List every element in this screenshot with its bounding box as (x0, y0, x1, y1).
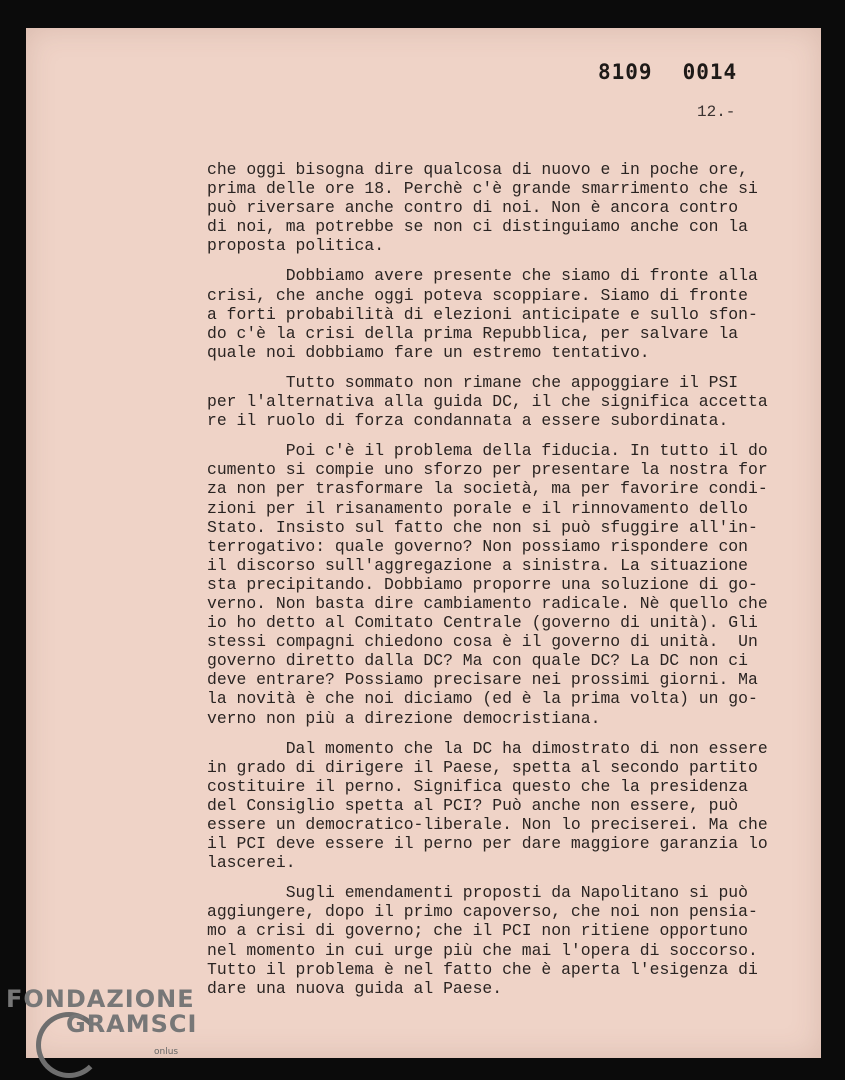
watermark (6, 985, 198, 1057)
text-line: proposta politica. (207, 236, 385, 256)
text-line: sta precipitando. Dobbiamo proporre una soluzione di go- (207, 574, 758, 594)
text-line: mo a crisi di governo; che il PCI non ritiene opportuno (207, 921, 748, 941)
text-line: verno. Non basta dire cambiamento radicale. Nè quello che (207, 593, 768, 613)
text-line: la novità è che noi diciamo (ed è la prima volta) un go- (207, 689, 758, 709)
text-line: aggiungere, dopo il primo capoverso, che noi non pensia- (207, 902, 758, 922)
text-line: stessi compagni chiedono cosa è il governo di unità. Un (207, 632, 758, 652)
text-line: in grado di dirigere il Paese, spetta al secondo partito (207, 757, 758, 777)
watermark-line-3: onlus (154, 1047, 179, 1057)
paragraph (207, 160, 787, 255)
text-line: costituire il perno. Significa questo che la presidenza (207, 776, 748, 796)
watermark-line-2: GRAMSCI (66, 1010, 198, 1038)
paragraph (207, 373, 787, 430)
text-line: lascerei. (207, 853, 296, 873)
text-line: nel momento in cui urge più che mai l'opera di soccorso. (207, 940, 758, 960)
text-line: Tutto il problema è nel fatto che è aperta l'esigenza di (207, 959, 758, 979)
text-line: terrogativo: quale governo? Non possiamo rispondere con (207, 536, 748, 556)
document-body (207, 160, 787, 998)
text-line: governo diretto dalla DC? Ma con quale DC? La DC non ci (207, 651, 748, 671)
watermark-line-1: FONDAZIONE (6, 985, 195, 1013)
text-line: za non per trasformare la società, ma per favorire condi- (207, 479, 768, 499)
paragraph (207, 739, 787, 873)
text-line: del Consiglio spetta al PCI? Può anche non essere, può (207, 795, 739, 815)
text-line: Dal momento che la DC ha dimostrato di non essere (207, 738, 768, 758)
text-line: Tutto sommato non rimane che appoggiare il PSI (207, 372, 739, 392)
text-line: deve entrare? Possiamo precisare nei prossimi giorni. Ma (207, 670, 758, 690)
text-line: dare una nuova guida al Paese. (207, 978, 503, 998)
paragraph (207, 266, 787, 361)
text-line: crisi, che anche oggi poteva scoppiare. Siamo di fronte (207, 285, 748, 305)
paragraph (207, 883, 787, 998)
text-line: il PCI deve essere il perno per dare maggiore garanzia lo (207, 834, 768, 854)
text-line: per l'alternativa alla guida DC, il che significa accetta (207, 392, 768, 412)
text-line: Stato. Insisto sul fatto che non si può sfuggire all'in- (207, 517, 758, 537)
text-line: essere un democratico-liberale. Non lo preciserei. Ma che (207, 815, 768, 834)
text-line: Sugli emendamenti proposti da Napolitano si può (207, 883, 748, 903)
text-line: verno non più a direzione democristiana. (207, 708, 601, 728)
text-line: zioni per il risanamento porale e il rinnovamento dello (207, 498, 748, 518)
archive-number-part-1: 8109 (598, 60, 653, 84)
text-line: può riversare anche contro di noi. Non è ancora contro (207, 198, 739, 218)
paragraph (207, 441, 787, 727)
text-line: re il ruolo di forza condannata a essere subordinata. (207, 411, 729, 431)
text-line: io ho detto al Comitato Centrale (governo di unità). Gli (207, 613, 758, 633)
text-line: Dobbiamo avere presente che siamo di fronte alla (207, 266, 758, 286)
page-number: 12.- (697, 103, 736, 121)
text-line: il discorso sull'aggregazione a sinistra. La situazione (207, 555, 748, 575)
text-line: do c'è la crisi della prima Repubblica, per salvare la (207, 323, 739, 343)
text-line: quale noi dobbiamo fare un estremo tentativo. (207, 342, 650, 362)
text-line: di noi, ma potrebbe se non ci distinguiamo anche con la (207, 217, 748, 237)
text-line: cumento si compie uno sforzo per presentare la nostra for (207, 460, 768, 480)
text-line: che oggi bisogna dire qualcosa di nuovo e in poche ore, (207, 160, 748, 179)
archive-number-part-2: 0014 (682, 60, 738, 84)
text-line: Poi c'è il problema della fiducia. In tutto il do (207, 441, 768, 461)
archive-number (598, 60, 737, 84)
text-line: prima delle ore 18. Perchè c'è grande smarrimento che si (207, 179, 758, 199)
text-line: a forti probabilità di elezioni anticipate e sullo sfon- (207, 304, 758, 324)
